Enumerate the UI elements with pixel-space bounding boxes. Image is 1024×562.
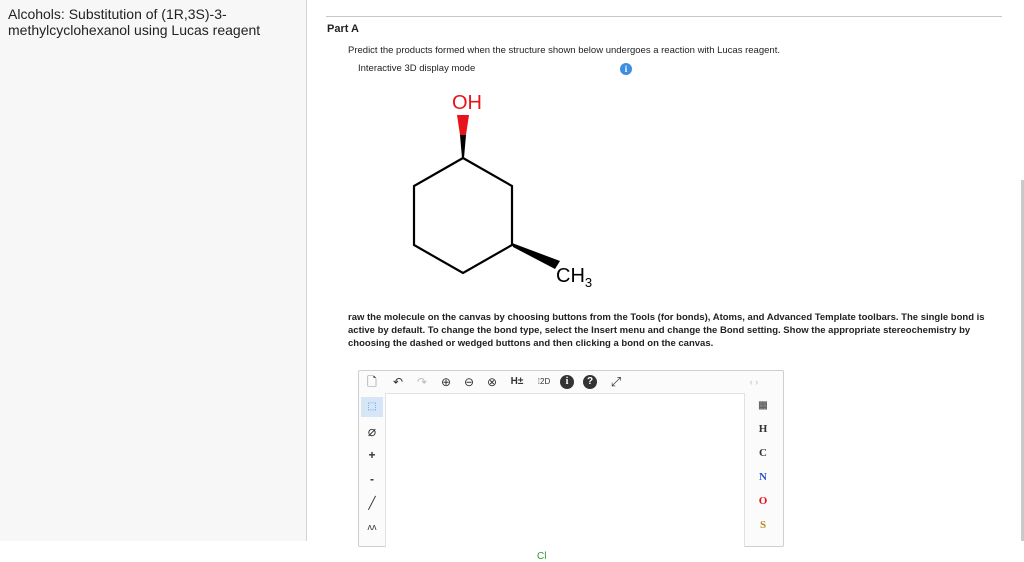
collapse-arrows-icon[interactable]: ‹ › bbox=[749, 377, 759, 387]
molecule-editor bbox=[358, 370, 784, 562]
zoom-out-icon[interactable]: ⊖ bbox=[463, 375, 475, 389]
atoms-toolbar bbox=[743, 393, 783, 546]
page-title-line-2: methylcyclohexanol using Lucas reagent bbox=[8, 22, 261, 38]
atom-button-n[interactable]: N bbox=[759, 471, 767, 483]
display-mode-label[interactable]: Interactive 3D display mode bbox=[358, 63, 476, 74]
left-panel bbox=[0, 0, 307, 541]
hydrogens-button[interactable]: H± bbox=[510, 376, 524, 387]
cyclohexane-ring bbox=[414, 158, 512, 273]
hydroxyl-wedge-lower bbox=[460, 135, 466, 158]
methyl-wedge bbox=[512, 243, 560, 269]
canvas-atom-label: Cl bbox=[537, 551, 547, 562]
clear-icon[interactable]: ⊗ bbox=[486, 375, 498, 389]
part-label: Part A bbox=[327, 23, 359, 35]
methyl-label-subscript: 3 bbox=[584, 275, 593, 290]
chain-tool-icon[interactable]: ʌʌ bbox=[367, 522, 377, 532]
molecule-structure bbox=[400, 85, 610, 290]
charge-plus-button[interactable]: + bbox=[368, 448, 376, 462]
single-bond-icon[interactable]: ╱ bbox=[368, 496, 376, 510]
help-icon[interactable]: ? bbox=[583, 375, 597, 389]
atom-button-c[interactable]: C bbox=[759, 447, 767, 459]
info-circle-icon[interactable]: i bbox=[560, 375, 574, 389]
page-title bbox=[8, 6, 298, 38]
hydroxyl-label: OH bbox=[452, 92, 482, 114]
undo-icon[interactable]: ↶ bbox=[392, 375, 404, 389]
redo-icon[interactable]: ↷ bbox=[416, 375, 428, 389]
new-file-icon[interactable]: 🗋 bbox=[367, 375, 377, 389]
atom-button-h[interactable]: H bbox=[758, 423, 768, 435]
periodic-table-icon[interactable]: ▦ bbox=[758, 400, 768, 411]
atom-button-o[interactable]: O bbox=[758, 495, 768, 507]
editor-toolbar bbox=[359, 371, 783, 393]
drawing-canvas[interactable] bbox=[385, 393, 745, 562]
select-tool-icon[interactable]: ⬚ bbox=[361, 397, 383, 417]
charge-minus-button[interactable]: - bbox=[370, 472, 374, 486]
zoom-in-icon[interactable]: ⊕ bbox=[440, 375, 452, 389]
page-title-line-1: Alcohols: Substitution of (1R,3S)-3- bbox=[8, 6, 227, 22]
clean-2d-button[interactable]: ⁞2D bbox=[537, 377, 551, 386]
question-text: Predict the products formed when the structure shown below undergoes a reaction with Lucas reagent. bbox=[348, 45, 780, 56]
methyl-label bbox=[556, 265, 592, 290]
fullscreen-icon[interactable]: ⤢ bbox=[610, 374, 622, 389]
hydroxyl-wedge-upper bbox=[457, 115, 469, 135]
eraser-icon[interactable]: ⌀ bbox=[367, 423, 377, 439]
info-icon[interactable]: i bbox=[620, 63, 632, 75]
instructions-text: raw the molecule on the canvas by choosing buttons from the Tools (for bonds), Atoms, and Advanced Template toolbars. The single bond is active by default. To change the bond type, select the Insert menu and change the Bond setting. Show the appropriate stereochemistry by choosing the dashed or wedged buttons and then clicking a bond on the canvas. bbox=[348, 312, 985, 349]
atom-button-s[interactable]: S bbox=[759, 519, 767, 531]
top-divider bbox=[326, 16, 1002, 17]
methyl-label-main: CH bbox=[556, 265, 585, 287]
tools-toolbar bbox=[359, 393, 385, 546]
